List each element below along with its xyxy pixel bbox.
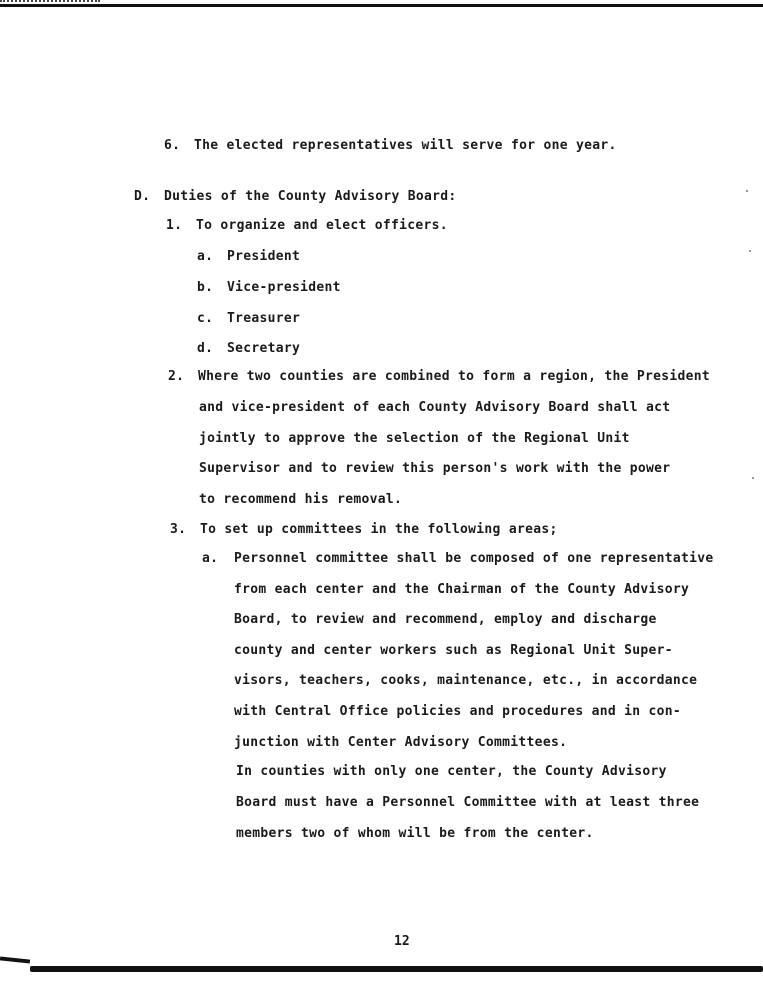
paragraph-line	[234, 735, 567, 751]
paragraph-line	[236, 826, 594, 842]
item-label: 6.	[164, 138, 181, 153]
list-item	[197, 341, 300, 357]
item-label: 3.	[170, 522, 187, 537]
item-text: Treasurer	[227, 311, 301, 326]
item-text: In counties with only one center, the County Advisory	[236, 764, 667, 779]
item-label: d.	[197, 341, 214, 356]
item-label: 1.	[166, 218, 183, 233]
item-text: The elected representatives will serve for one year.	[194, 138, 617, 153]
scan-speck	[752, 477, 754, 479]
top-border-rule	[0, 4, 763, 7]
list-item	[202, 551, 713, 567]
item-text: with Central Office policies and procedures and in con-	[234, 704, 681, 719]
list-item	[197, 280, 341, 296]
list-item	[164, 138, 617, 154]
item-label: a.	[197, 249, 214, 264]
top-dotted-edge	[0, 0, 100, 2]
item-text: Board, to review and recommend, employ and discharge	[234, 612, 657, 627]
scan-speck	[749, 250, 751, 252]
item-text: visors, teachers, cooks, maintenance, etc., in accordance	[234, 673, 698, 688]
list-item	[168, 369, 710, 385]
item-text: jointly to approve the selection of the Regional Unit	[199, 431, 630, 446]
list-item	[170, 522, 558, 538]
item-text: to recommend his removal.	[199, 492, 403, 507]
page-number: 12	[394, 934, 410, 949]
item-text: Vice-president	[227, 280, 341, 295]
paragraph-line	[234, 673, 697, 689]
list-item	[197, 249, 300, 265]
paragraph-line	[199, 400, 670, 416]
item-label: D.	[134, 189, 151, 204]
item-text: To set up committees in the following areas;	[200, 522, 558, 537]
scan-speck	[746, 190, 748, 192]
paragraph-line	[236, 764, 667, 780]
item-label: c.	[197, 311, 214, 326]
section-heading	[134, 189, 457, 205]
item-text: Duties of the County Advisory Board:	[164, 189, 457, 204]
paragraph-line	[199, 461, 670, 477]
paragraph-line	[234, 704, 681, 720]
item-text: junction with Center Advisory Committees.	[234, 735, 568, 750]
list-item	[197, 311, 300, 327]
bottom-border-rule	[30, 966, 763, 972]
item-text: Where two counties are combined to form a region, the President	[198, 369, 710, 384]
paragraph-line	[234, 612, 657, 628]
paragraph-line	[234, 643, 673, 659]
paragraph-line	[234, 582, 689, 598]
item-text: and vice-president of each County Advisory Board shall act	[199, 400, 671, 415]
item-text: Personnel committee shall be composed of one representative	[234, 551, 714, 566]
item-label: 2.	[168, 369, 185, 384]
paragraph-line	[199, 431, 630, 447]
list-item	[166, 218, 448, 234]
item-text: from each center and the Chairman of the County Advisory	[234, 582, 690, 597]
item-label: a.	[202, 551, 219, 566]
item-text: county and center workers such as Regional Unit Super-	[234, 643, 673, 658]
paragraph-line	[236, 795, 699, 811]
item-text: Supervisor and to review this person's work with the power	[199, 461, 671, 476]
item-text: members two of whom will be from the center.	[236, 826, 594, 841]
item-text: President	[227, 249, 301, 264]
bottom-edge-mark	[0, 956, 30, 963]
paragraph-line	[199, 492, 402, 508]
item-label: b.	[197, 280, 214, 295]
item-text: Secretary	[227, 341, 301, 356]
item-text: To organize and elect officers.	[196, 218, 448, 233]
item-text: Board must have a Personnel Committee with at least three	[236, 795, 700, 810]
